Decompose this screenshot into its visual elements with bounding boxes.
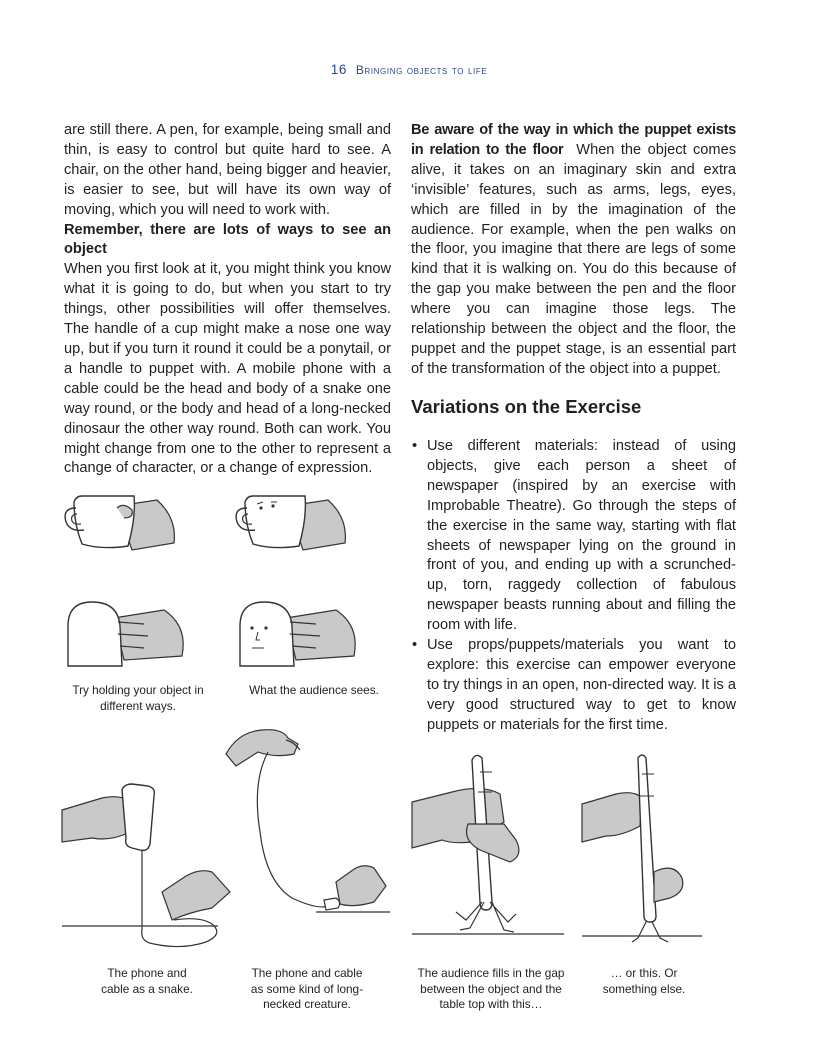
- running-header: [0, 62, 818, 77]
- bullet-text: Use props/puppets/materials you want to explore: this exercise can empower everyone to try things in an open, non-directed way. It is a very good structured way to get to know puppets or materials for the first time.: [427, 637, 736, 733]
- left-column: [64, 121, 391, 479]
- cup-upright-illustration: [62, 488, 182, 573]
- caption-cup-holding: Try holding your object in different ways.: [72, 683, 204, 713]
- right-paragraph: [411, 121, 736, 380]
- bullet-mark: •: [412, 438, 418, 454]
- right-column: [411, 121, 736, 380]
- right-paragraph-text: When the object comes alive, it takes on an imaginary skin and extra ‘invisible’ features, such as arms, legs, eyes, which are filled in by the imagination of the audience. For example, when the pen walks on the floor, you imagine that there are legs of some kind that it is walking on. You do this because of the gap you make between the pen and the floor where you can imagine those legs. The relationship between the object and the floor, the puppet and the puppet stage, is an essential part of the transformation of the object into a puppet.: [411, 141, 736, 377]
- cup-sideways-illustration: [64, 596, 194, 676]
- cup-face-sideways-illustration: [236, 596, 366, 676]
- pen-alt-illustration: [582, 752, 702, 950]
- left-paragraph-1: are still there. A pen, for example, being small and thin, is easy to control but quite hard to see. A chair, on the other hand, being bigger and heavier, is easier to see, but will have its own way of moving, which you will need to work with.: [64, 122, 391, 218]
- phone-creature-illustration: [222, 722, 390, 922]
- page-number: 16: [330, 62, 347, 77]
- caption-phone-snake: The phone and cable as a snake.: [101, 966, 193, 996]
- bullet-mark: •: [412, 637, 418, 654]
- left-subheading: Remember, there are lots of ways to see an object: [64, 221, 391, 258]
- caption-pen-legs: The audience fills in the gap between the object and the table top with this…: [417, 966, 565, 1011]
- left-paragraph-2: When you first look at it, you might think you know what it is going to do, but when you start to try things, other possibilities will offer themselves. The handle of a cup might make a nose one way up, but if you turn it round it could be a ponytail, or a handle to puppet with. A mobile phone with a cable could be the head and body of a snake one way round, or the body and head of a long-necked dinosaur the other way round. Both can work. You might change from one to the other to represent a change of character, or a change of expression.: [64, 261, 391, 477]
- cup-face-illustration: [233, 488, 353, 573]
- caption-phone-creature: The phone and cable as some kind of long-necked creature.: [250, 966, 364, 1011]
- bullet-text: Use different materials: instead of using objects, give each person a sheet of newspaper (inspired by an exercise with Improbable Theatre). Go through the steps of the exercise in the same way, starting with flat sheets of newspaper lying on the ground in front of you, and ending up with a scrunched-up, torn, raggedy collection of fabulous newspaper beasts running about and filling the room with life.: [427, 438, 736, 634]
- phone-snake-illustration: [62, 780, 232, 955]
- caption-cup-audience: What the audience sees.: [249, 683, 379, 697]
- caption-pen-other: … or this. Or something else.: [602, 966, 686, 996]
- pen-legs-illustration: [412, 752, 564, 950]
- running-title: Bringing objects to life: [355, 63, 488, 77]
- variations-bullet-1: [411, 437, 736, 636]
- variations-heading: Variations on the Exercise: [411, 396, 642, 417]
- variations-bullet-2: [411, 636, 736, 736]
- variations-list: [411, 437, 736, 736]
- right-lead-bold: Be aware of the way in which the puppet exists in relation to the floor: [411, 122, 736, 158]
